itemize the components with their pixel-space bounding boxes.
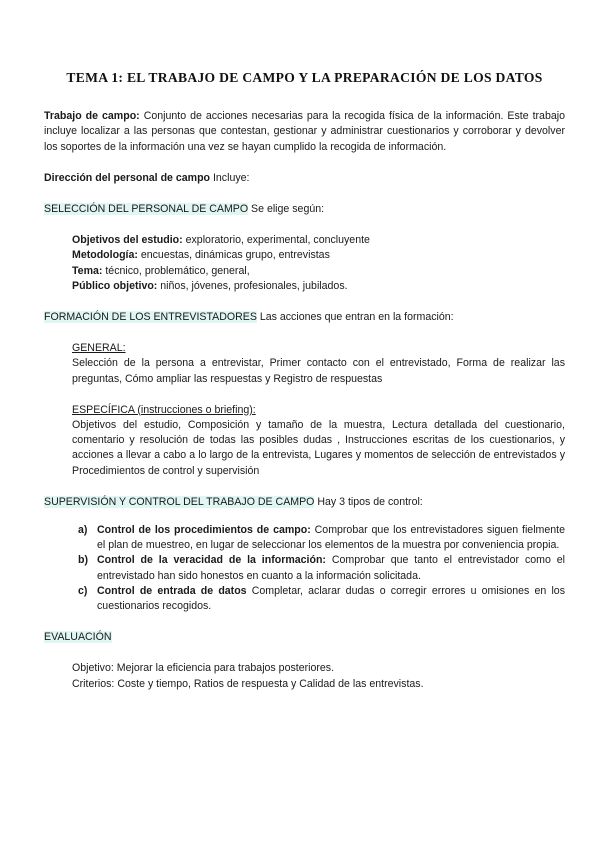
list-marker: b) <box>78 554 88 567</box>
evaluacion-criterios: Criterios: Coste y tiempo, Ratios de respuesta y Calidad de las entrevistas. <box>72 677 424 690</box>
trabajo-paragraph <box>44 109 565 155</box>
formacion-heading: FORMACIÓN DE LOS ENTREVISTADORES <box>44 311 257 324</box>
supervision-paragraph <box>44 495 565 510</box>
list-marker: c) <box>78 584 88 597</box>
trabajo-text: Conjunto de acciones necesarias para la recogida física de la información. Este trabajo incluye localizar a las personas que contestan, gestionar y administrar cuestionarios y corroborar y devolver los soportes de la información una vez se hayan cumplido la recogida de información. <box>44 110 565 153</box>
formacion-text: Las acciones que entran en la formación: <box>256 311 454 324</box>
evaluacion-paragraph <box>44 630 565 645</box>
direccion-text: Incluye: <box>210 171 250 184</box>
criteria-label: Tema: <box>72 264 103 277</box>
evaluacion-objetivo: Objetivo: Mejorar la eficiencia para trabajos posteriores. <box>72 662 335 675</box>
control-text: Completar, aclarar dudas o corregir errores u omisiones en los cuestionarios recogidos. <box>97 584 565 613</box>
document-title: TEMA 1: EL TRABAJO DE CAMPO Y LA PREPARACIÓN DE LOS DATOS <box>66 70 543 85</box>
control-item <box>78 523 565 553</box>
criteria-text: encuestas, dinámicas grupo, entrevistas <box>137 249 330 262</box>
seleccion-paragraph <box>44 202 565 217</box>
formacion-paragraph <box>44 310 565 325</box>
general-text: Selección de la persona a entrevistar, Primer contacto con el entrevistado, Forma de realizar las preguntas, Cómo ampliar las respuestas y Registro de respuestas <box>72 357 565 385</box>
criteria-label: Objetivos del estudio: <box>72 234 183 247</box>
criteria-item <box>72 264 565 279</box>
supervision-heading: SUPERVISIÓN Y CONTROL DEL TRABAJO DE CAMPO <box>44 495 315 508</box>
evaluacion-lines <box>72 661 565 691</box>
document-page <box>44 70 565 692</box>
criteria-text: exploratorio, experimental, concluyente <box>182 234 370 247</box>
control-label: Control de los procedimientos de campo: <box>97 524 311 537</box>
control-text: Comprobar que tanto el entrevistador como el entrevistado han sido honestos en cuanto a la información solicitada. <box>97 554 565 582</box>
formacion-especifica <box>72 403 565 479</box>
control-text: Comprobar que los entrevistadores siguen fielmente el plan de muestreo, en lugar de seleccionar los elementos de la muestra por conveniencia propia. <box>97 524 565 552</box>
criteria-label: Metodología: <box>72 249 138 262</box>
trabajo-label: Trabajo de campo: <box>44 110 140 123</box>
criteria-item <box>72 248 565 263</box>
general-label: GENERAL: <box>72 342 126 355</box>
seleccion-text: Se elige según: <box>248 203 325 216</box>
formacion-general <box>72 341 565 387</box>
criteria-label: Público objetivo: <box>72 279 158 292</box>
especifica-label: ESPECÍFICA (instrucciones o briefing): <box>72 403 256 416</box>
direccion-label: Dirección del personal de campo <box>44 171 211 184</box>
criteria-item <box>72 233 565 248</box>
control-item <box>78 584 565 614</box>
criteria-text: niños, jóvenes, profesionales, jubilados. <box>157 279 348 292</box>
evaluacion-heading: EVALUACIÓN <box>44 631 112 644</box>
especifica-text: Objetivos del estudio, Composición y tamaño de la muestra, Lectura detallada del cuestionario, comentario y resolución de todas las posibles dudas , Instrucciones escritas de los cuestionarios, y acciones a llevar a cabo a lo largo de la entrevista, Lugares y momentos de selección de entrevistados y Procedimientos de control y supervisión <box>72 419 565 477</box>
control-item <box>78 553 565 583</box>
direccion-paragraph <box>44 171 565 186</box>
seleccion-criteria-list <box>72 233 565 294</box>
control-label: Control de la veracidad de la información: <box>97 554 326 567</box>
criteria-item <box>72 279 565 294</box>
criteria-text: técnico, problemático, general, <box>102 264 250 277</box>
seleccion-heading: SELECCIÓN DEL PERSONAL DE CAMPO <box>44 203 249 216</box>
list-marker: a) <box>78 524 88 537</box>
control-label: Control de entrada de datos <box>97 584 247 597</box>
control-types-list <box>44 523 565 614</box>
supervision-text: Hay 3 tipos de control: <box>314 495 423 508</box>
